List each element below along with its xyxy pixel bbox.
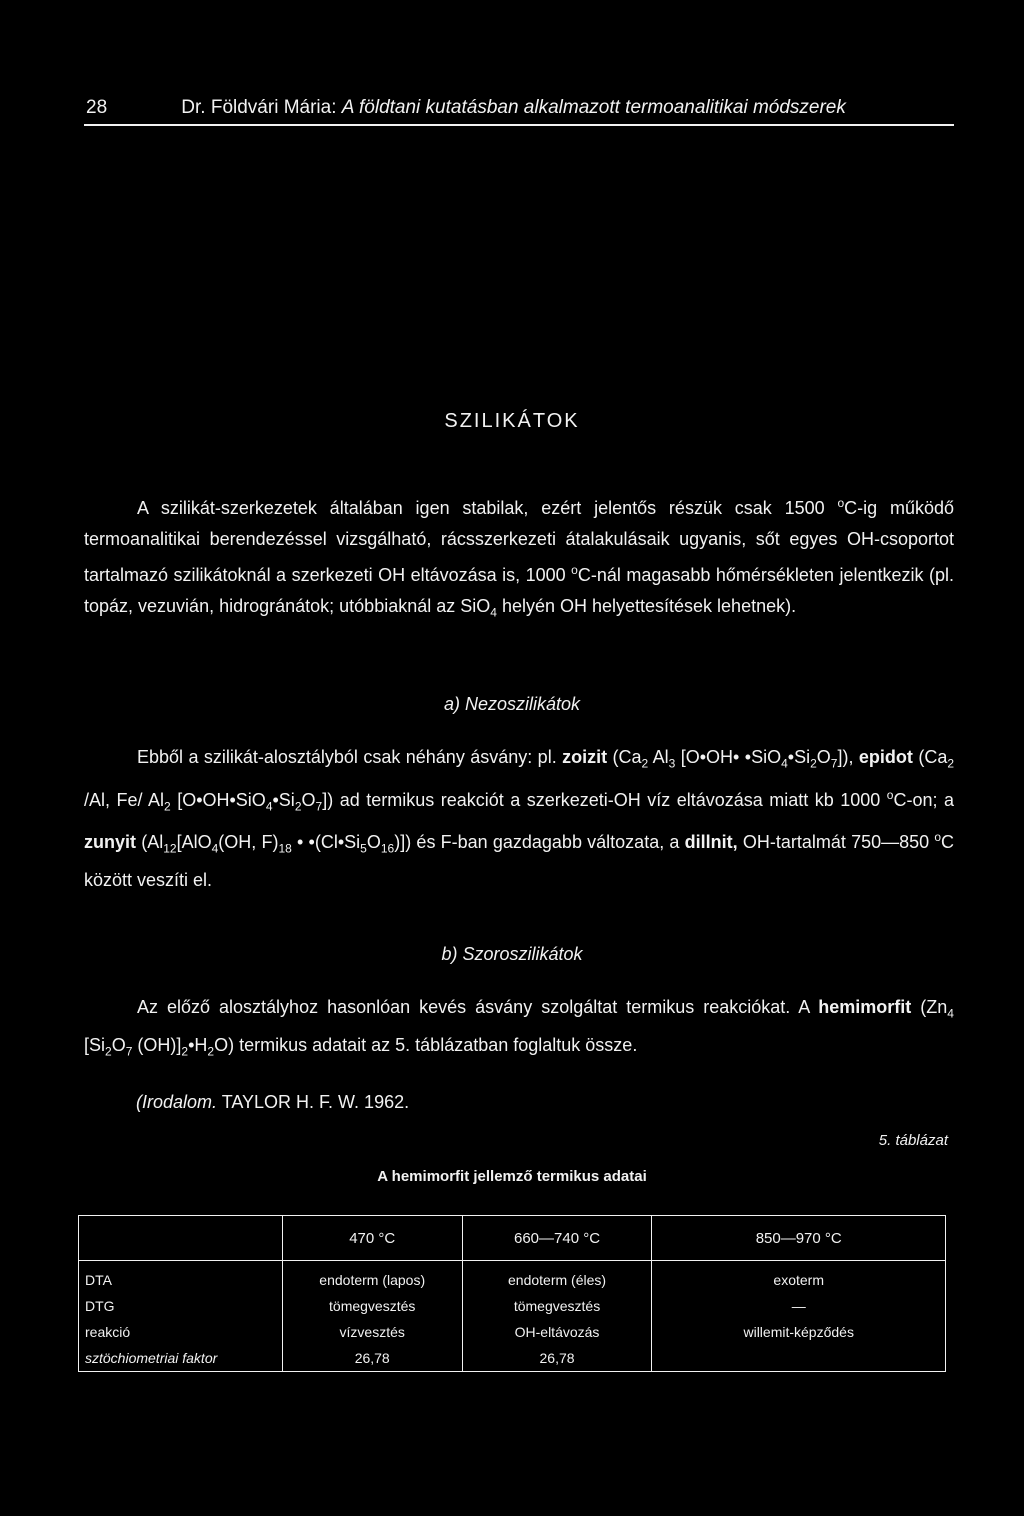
table-cell: tömegvesztés [462,1293,652,1319]
row-label: DTG [79,1293,283,1319]
column-header [79,1216,283,1261]
table-cell [652,1345,946,1372]
table-cell: endoterm (lapos) [282,1261,462,1294]
subsection-b-title: b) Szoroszilikátok [441,944,583,964]
table-header-row [79,1216,946,1261]
row-label: reakció [79,1319,283,1345]
table-cell: endoterm (éles) [462,1261,652,1294]
table-cell: tömegvesztés [282,1293,462,1319]
column-header: 850—970 °C [652,1216,946,1261]
subsection-b-paragraph: Az előző alosztályhoz hasonlóan kevés ásvány szolgáltat termikus reakciókat. A hemimorfit ($Zn_4$ [$Si_2O_7$ $(OH)]_2•H_2O$) termikus adatait az 5. táblázatban foglaltuk össze. [84,997,954,1059]
table-cell: 26,78 [462,1345,652,1372]
table-number: 5. táblázat [878,1132,948,1149]
column-header: 660—740 °C [462,1216,652,1261]
row-label: DTA [79,1261,283,1294]
header-author: Dr. Földvári Mária: [181,97,337,118]
column-header: 470 °C [282,1216,462,1261]
table-row [79,1261,946,1294]
page-number: 28 [86,97,108,118]
intro-paragraph: A szilikát-szerkezetek általában igen stabilak, ezért jelentős részük csak 1500 $^o$C-ig működő termoanalitikai berendezéssel vizsgálható, rácsszerkezeti átalakulásaik ugyanis, sőt egyes OH-csoportot tartalmazó szilikátoknál a szerkezeti OH eltávozása is, 1000 $^o$C-nál magasabb hőmérsékleten jelentkezik (pl. topáz, vezuvián, hidrogránátok; utóbbiaknál az SiO$_4$ helyén OH helyettesítések lehetnek). [84,496,954,620]
table-cell: vízvesztés [282,1319,462,1345]
header-book-title: A földtani kutatásban alkalmazott termoanalitikai módszerek [341,97,846,118]
table-row [79,1345,946,1372]
running-header [86,97,950,119]
subsection-a-title: a) Nezoszilikátok [443,694,581,714]
table-cell: exoterm [652,1261,946,1294]
subsection-a-paragraph: Ebből a szilikát-alosztályból csak néhány ásvány: pl. zoizit ($Ca_2$ $Al_3$ [O•OH• $•SiO_4•Si_2O_7$]), epidot ($Ca_2$ /Al, Fe/ $Al_2$ $[O•OH•SiO_4•Si_2O_7]$) ad termikus reakciót a szerkezeti-OH víz eltávozása miatt kb 1000 $^o$C-on; a zunyit ($Al_{12}[AlO_4(OH$, $F)_{18}$ • $•(Cl•Si_5O_{16})$]) és F-ban gazdagabb változata, a dillnit, OH-tartalmát 750—850 $^o$C között veszíti el. [84,747,955,890]
literature-reference: (Irodalom. TAYLOR H. F. W. 1962. [136,1092,410,1112]
thermal-data-table [78,1215,946,1372]
table-cell: willemit-képződés [652,1319,946,1345]
table-cell: — [652,1293,946,1319]
table-cell: OH-eltávozás [462,1319,652,1345]
table-row [79,1293,946,1319]
table-row [79,1319,946,1345]
section-title: SZILIKÁTOK [444,410,580,432]
table-caption: A hemimorfit jellemző termikus adatai [377,1168,647,1185]
table-cell: 26,78 [282,1345,462,1372]
header-rule [84,124,954,126]
row-label: sztöchiometriai faktor [79,1345,283,1372]
